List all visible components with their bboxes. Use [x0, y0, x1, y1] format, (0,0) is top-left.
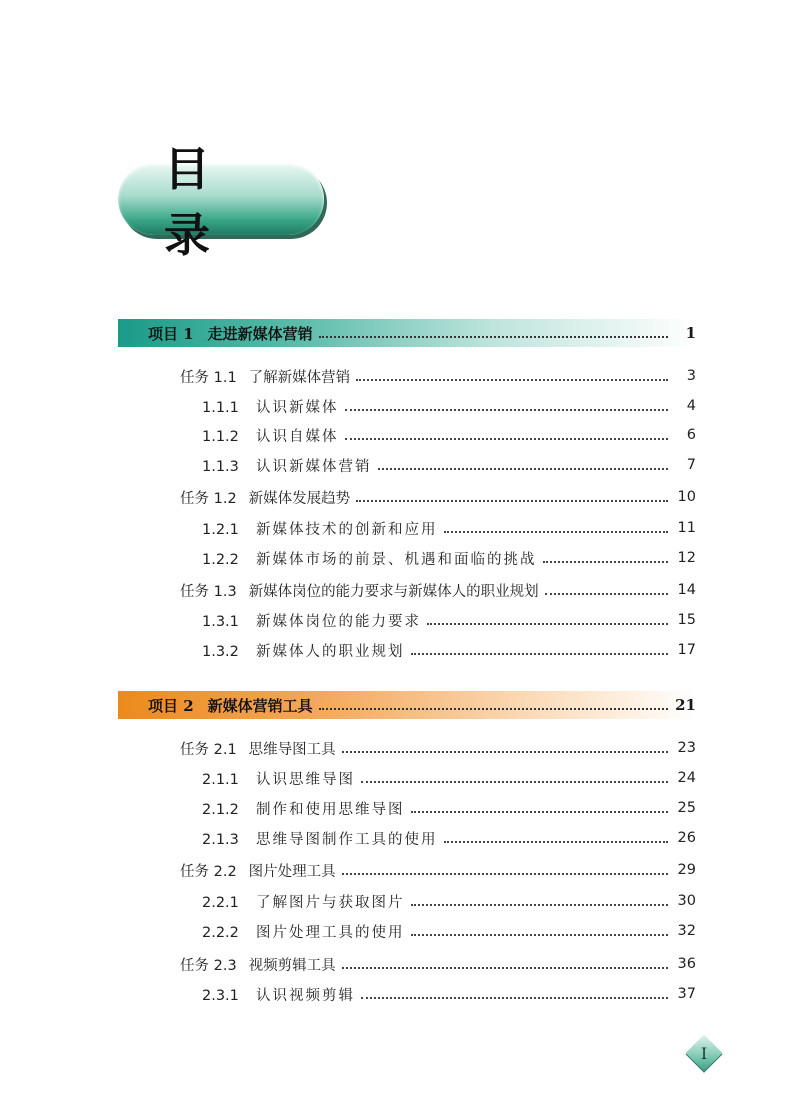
- entry-title: 认识视频剪辑: [256, 987, 355, 1004]
- toc-section-2-2-2[interactable]: [202, 920, 696, 942]
- entry-title: 新媒体人的职业规划: [256, 643, 405, 660]
- page-ref: 14: [677, 582, 696, 598]
- leader-dots: [444, 841, 669, 843]
- toc-section-1-2-1[interactable]: [202, 517, 696, 539]
- page-ref: 24: [677, 770, 696, 786]
- entry-number: 1.1.1: [202, 399, 239, 416]
- entry-number: 1.3.2: [202, 643, 239, 660]
- leader-dots: [319, 708, 668, 710]
- project-label: 项目 1: [148, 324, 194, 343]
- entry-title: 图片处理工具的使用: [256, 924, 405, 941]
- page-ref: 29: [677, 862, 696, 878]
- page-ref: 10: [677, 489, 696, 505]
- entry-number: 2.2.2: [202, 924, 239, 941]
- project-header-1[interactable]: [118, 319, 696, 347]
- leader-dots: [356, 500, 668, 502]
- page-ref: 25: [677, 800, 696, 816]
- toc-task-1-2[interactable]: [180, 486, 696, 508]
- entry-title: 认识思维导图: [256, 771, 355, 788]
- entry-title: 认识新媒体: [256, 399, 339, 416]
- entry-number: 任务 1.1: [180, 369, 237, 386]
- toc-title-badge: [118, 142, 324, 262]
- project-title: 走进新媒体营销: [207, 324, 313, 343]
- entry-number: 1.1.2: [202, 428, 239, 445]
- toc-section-2-2-1[interactable]: [202, 890, 696, 912]
- toc-section-2-1-3[interactable]: [202, 827, 696, 849]
- entry-number: 2.1.3: [202, 831, 239, 848]
- entry-number: 2.1.1: [202, 771, 239, 788]
- entry-title: 新媒体岗位的能力要求: [256, 613, 421, 630]
- toc-title: 目 录: [164, 142, 256, 262]
- entry-title: 新媒体市场的前景、机遇和面临的挑战: [256, 551, 537, 568]
- toc-task-2-2[interactable]: [180, 859, 696, 881]
- entry-title: 制作和使用思维导图: [256, 801, 405, 818]
- toc-section-2-3-1[interactable]: [202, 983, 696, 1005]
- page-ref: 12: [677, 550, 696, 566]
- page-ref: 26: [677, 830, 696, 846]
- leader-dots: [545, 593, 668, 595]
- entry-number: 任务 2.2: [180, 863, 237, 880]
- entry-number: 2.1.2: [202, 801, 239, 818]
- page-ref: 17: [677, 642, 696, 658]
- entry-number: 任务 2.3: [180, 957, 237, 974]
- leader-dots: [378, 468, 669, 470]
- page-ref: 32: [677, 923, 696, 939]
- entry-title: 图片处理工具: [248, 863, 336, 880]
- leader-dots: [543, 561, 669, 563]
- entry-number: 1.3.1: [202, 613, 239, 630]
- toc-task-1-3[interactable]: [180, 579, 696, 601]
- leader-dots: [345, 409, 669, 411]
- toc-section-1-1-2[interactable]: [202, 424, 696, 446]
- entry-title: 了解图片与获取图片: [256, 894, 405, 911]
- entry-title: 认识新媒体营销: [256, 458, 372, 475]
- project-title: 新媒体营销工具: [207, 696, 313, 715]
- entry-number: 1.1.3: [202, 458, 239, 475]
- entry-title: 新媒体岗位的能力要求与新媒体人的职业规划: [248, 583, 539, 600]
- leader-dots: [411, 811, 669, 813]
- leader-dots: [342, 751, 668, 753]
- page-ref: 30: [677, 893, 696, 909]
- toc-section-2-1-1[interactable]: [202, 767, 696, 789]
- entry-number: 1.2.2: [202, 551, 239, 568]
- project-header-2[interactable]: [118, 691, 696, 719]
- leader-dots: [345, 438, 669, 440]
- entry-number: 2.2.1: [202, 894, 239, 911]
- page-ref: 3: [686, 368, 696, 384]
- toc-section-1-1-1[interactable]: [202, 395, 696, 417]
- page-ref: 4: [686, 398, 696, 414]
- entry-number: 任务 1.2: [180, 490, 237, 507]
- leader-dots: [342, 967, 668, 969]
- page-ref: 7: [686, 457, 696, 473]
- page-ref: 23: [677, 740, 696, 756]
- entry-number: 2.3.1: [202, 987, 239, 1004]
- toc-section-1-1-3[interactable]: [202, 454, 696, 476]
- entry-title: 新媒体发展趋势: [248, 490, 351, 507]
- toc-section-1-2-2[interactable]: [202, 547, 696, 569]
- page-ref: 1: [685, 324, 696, 342]
- toc-task-2-1[interactable]: [180, 737, 696, 759]
- toc-task-1-1[interactable]: [180, 365, 696, 387]
- entry-title: 思维导图制作工具的使用: [256, 831, 438, 848]
- page-number: I: [700, 1043, 708, 1063]
- toc-task-2-3[interactable]: [180, 953, 696, 975]
- leader-dots: [411, 904, 669, 906]
- project-label: 项目 2: [148, 696, 194, 715]
- leader-dots: [411, 653, 669, 655]
- leader-dots: [361, 781, 668, 783]
- leader-dots: [361, 997, 668, 999]
- page-ref: 37: [677, 986, 696, 1002]
- toc-section-1-3-2[interactable]: [202, 639, 696, 661]
- toc-section-1-3-1[interactable]: [202, 609, 696, 631]
- entry-title: 了解新媒体营销: [248, 369, 351, 386]
- entry-title: 新媒体技术的创新和应用: [256, 521, 438, 538]
- page-ref: 15: [677, 612, 696, 628]
- leader-dots: [411, 934, 669, 936]
- entry-number: 任务 2.1: [180, 741, 237, 758]
- leader-dots: [319, 336, 668, 338]
- leader-dots: [444, 531, 669, 533]
- toc-section-2-1-2[interactable]: [202, 797, 696, 819]
- page-ref: 36: [677, 956, 696, 972]
- page-ref: 21: [675, 696, 696, 714]
- page-number-badge: [686, 1035, 722, 1071]
- page-ref: 6: [686, 427, 696, 443]
- entry-number: 1.2.1: [202, 521, 239, 538]
- entry-title: 视频剪辑工具: [248, 957, 336, 974]
- leader-dots: [342, 873, 668, 875]
- leader-dots: [427, 623, 668, 625]
- entry-number: 任务 1.3: [180, 583, 237, 600]
- leader-dots: [356, 379, 668, 381]
- page-ref: 11: [677, 520, 696, 536]
- entry-title: 思维导图工具: [248, 741, 336, 758]
- entry-title: 认识自媒体: [256, 428, 339, 445]
